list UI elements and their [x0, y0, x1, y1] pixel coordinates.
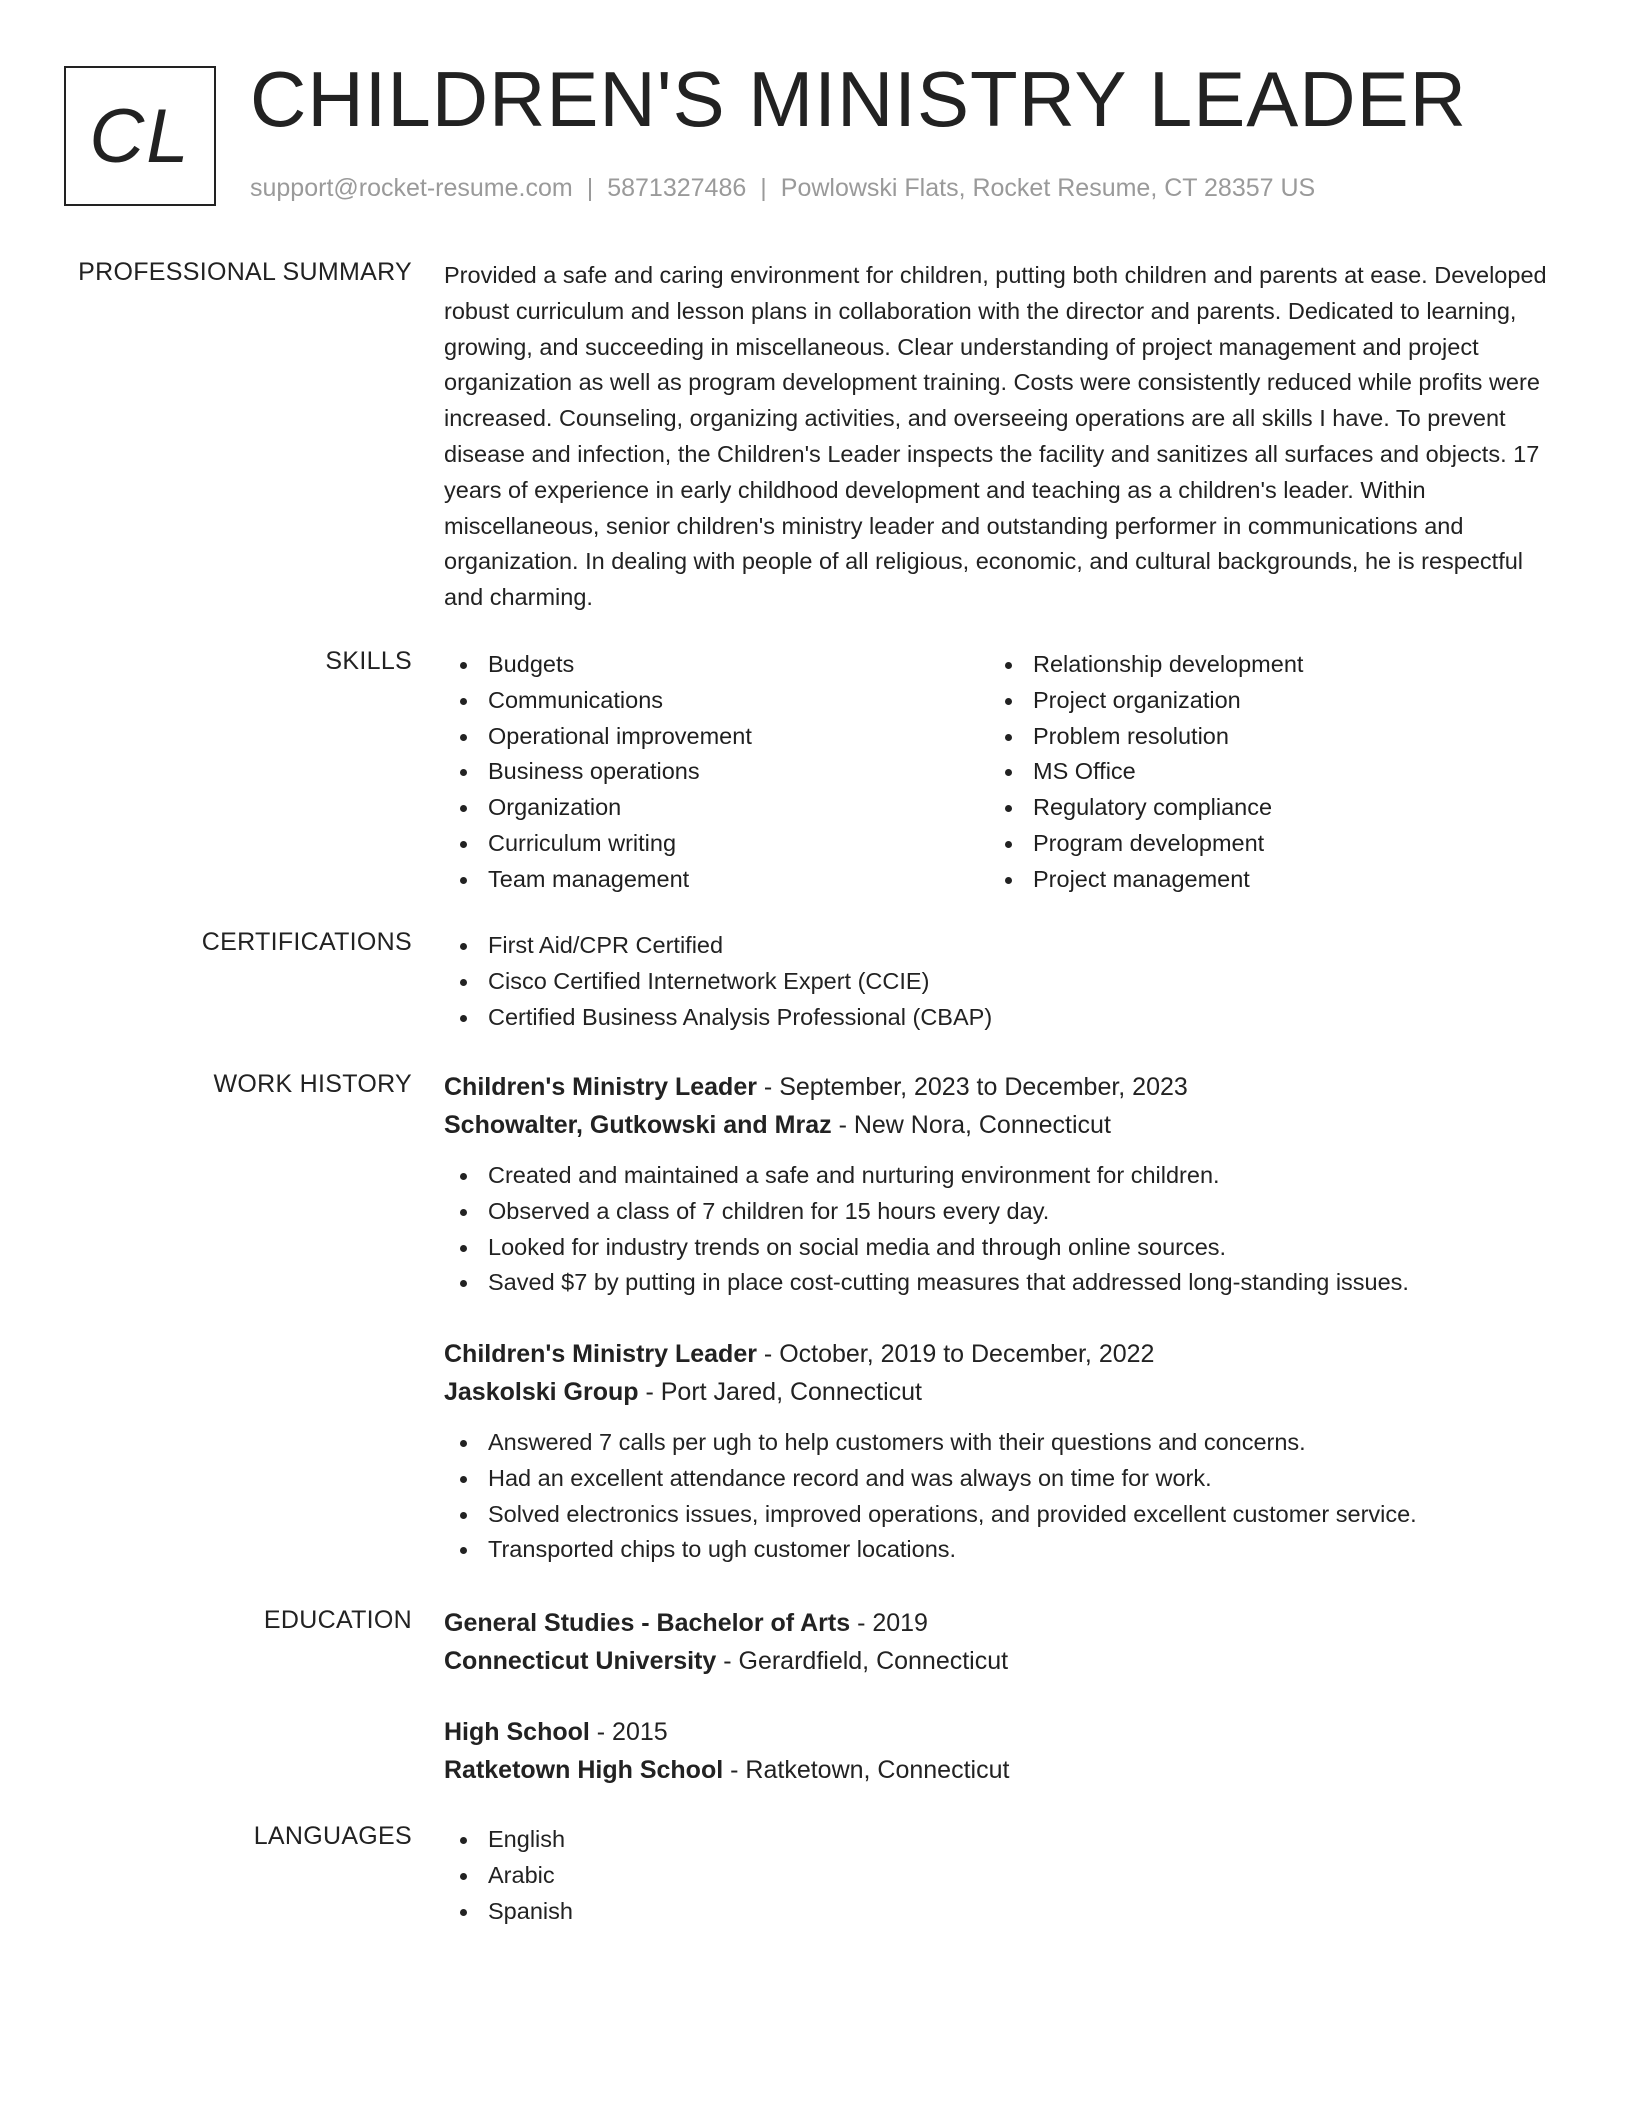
job-title-line [444, 1335, 1564, 1373]
section-label-skills: SKILLS [325, 647, 412, 675]
job-bullet: Looked for industry trends on social media and through online sources. [444, 1230, 1564, 1266]
job-bullet: Observed a class of 7 children for 15 hours every day. [444, 1194, 1564, 1230]
skill-item: Operational improvement [444, 719, 984, 755]
section-label-certifications: CERTIFICATIONS [201, 928, 412, 956]
education-school-line [444, 1642, 1564, 1680]
skill-item: Communications [444, 683, 984, 719]
skill-item: Problem resolution [989, 719, 1529, 755]
education-degree: General Studies - Bachelor of Arts [444, 1609, 851, 1637]
job-location: - Port Jared, Connecticut [645, 1378, 922, 1406]
education-entry [444, 1604, 1564, 1680]
section-label-education: EDUCATION [263, 1606, 412, 1634]
job-bullet: Answered 7 calls per ugh to help customers with their questions and concerns. [444, 1425, 1564, 1461]
job-dates: - September, 2023 to December, 2023 [763, 1073, 1188, 1101]
job-bullet: Solved electronics issues, improved operations, and provided excellent customer service. [444, 1497, 1564, 1533]
job-title-line [444, 1068, 1564, 1106]
education-degree-line [444, 1604, 1564, 1642]
education-year: - 2019 [857, 1609, 928, 1637]
job-company: Schowalter, Gutkowski and Mraz [444, 1111, 832, 1139]
skill-item: MS Office [989, 754, 1529, 790]
job-location: - New Nora, Connecticut [838, 1111, 1111, 1139]
contact-separator: | [586, 174, 594, 202]
job-bullet: Created and maintained a safe and nurturing environment for children. [444, 1158, 1564, 1194]
skill-item: Project management [989, 862, 1529, 898]
certification-item: Certified Business Analysis Professional (CBAP) [444, 1000, 1564, 1036]
skill-item: Program development [989, 826, 1529, 862]
certification-item: Cisco Certified Internetwork Expert (CCIE) [444, 964, 1564, 1000]
section-label-languages: LANGUAGES [253, 1822, 412, 1850]
skill-item: Business operations [444, 754, 984, 790]
section-label-summary: PROFESSIONAL SUMMARY [78, 258, 412, 286]
contact-separator: | [760, 174, 767, 202]
contact-phone: 5871327486 [607, 174, 747, 202]
skill-item: Budgets [444, 647, 984, 683]
skills-column-left [444, 647, 984, 898]
job-entry [444, 1335, 1564, 1568]
education-location: - Gerardfield, Connecticut [723, 1647, 1009, 1675]
skills-column-right [989, 647, 1529, 898]
language-item: English [444, 1822, 1564, 1858]
certification-item: First Aid/CPR Certified [444, 928, 1564, 964]
education-location: - Ratketown, Connecticut [730, 1756, 1010, 1784]
education-degree-line [444, 1713, 1564, 1751]
resume-name-title: CHILDREN'S MINISTRY LEADER [250, 55, 1467, 143]
skill-item: Curriculum writing [444, 826, 984, 862]
education-school-line [444, 1751, 1564, 1789]
monogram-badge: CL [64, 66, 216, 206]
contact-address: Powlowski Flats, Rocket Resume, CT 28357 US [780, 174, 1316, 202]
job-company: Jaskolski Group [444, 1378, 639, 1406]
certifications-list [444, 928, 1564, 1035]
job-bullet: Transported chips to ugh customer locations. [444, 1532, 1564, 1568]
education-year: - 2015 [596, 1718, 668, 1746]
contact-line [250, 174, 1315, 203]
education-degree: High School [444, 1718, 590, 1746]
contact-email: support@rocket-resume.com [250, 174, 573, 202]
skill-item: Regulatory compliance [989, 790, 1529, 826]
job-title: Children's Ministry Leader [444, 1073, 757, 1101]
language-item: Spanish [444, 1894, 1564, 1930]
job-company-line [444, 1106, 1564, 1144]
skill-item: Team management [444, 862, 984, 898]
skill-item: Relationship development [989, 647, 1529, 683]
job-bullet: Had an excellent attendance record and was always on time for work. [444, 1461, 1564, 1497]
languages-list [444, 1822, 1564, 1929]
section-label-work-history: WORK HISTORY [213, 1070, 412, 1098]
language-item: Arabic [444, 1858, 1564, 1894]
education-school: Connecticut University [444, 1647, 717, 1675]
summary-text: Provided a safe and caring environment for children, putting both children and parents at ease. Developed robust curriculum and lesson plans in collaboration with the director and parents. Dedicated to learning, growing, and succeeding in miscellaneous. Clear understanding of project management and project organization as well as program development training. Costs were consistently reduced while profits were increased. Counseling, organizing activities, and overseeing operations are all skills I have. To prevent disease and infection, the Children's Leader inspects the facility and sanitizes all surfaces and objects. 17 years of experience in early childhood development and teaching as a children's leader. Within miscellaneous, senior children's ministry leader and outstanding performer in communications and organization. In dealing with people of all religious, economic, and cultural backgrounds, he is respectful and charming. [444, 262, 1547, 611]
education-school: Ratketown High School [444, 1756, 724, 1784]
job-title: Children's Ministry Leader [444, 1340, 757, 1368]
education-entry [444, 1713, 1564, 1789]
job-company-line [444, 1373, 1564, 1411]
job-entry [444, 1068, 1564, 1301]
job-bullet: Saved $7 by putting in place cost-cutting measures that addressed long-standing issues. [444, 1265, 1564, 1301]
skill-item: Project organization [989, 683, 1529, 719]
job-dates: - October, 2019 to December, 2022 [763, 1340, 1155, 1368]
skill-item: Organization [444, 790, 984, 826]
